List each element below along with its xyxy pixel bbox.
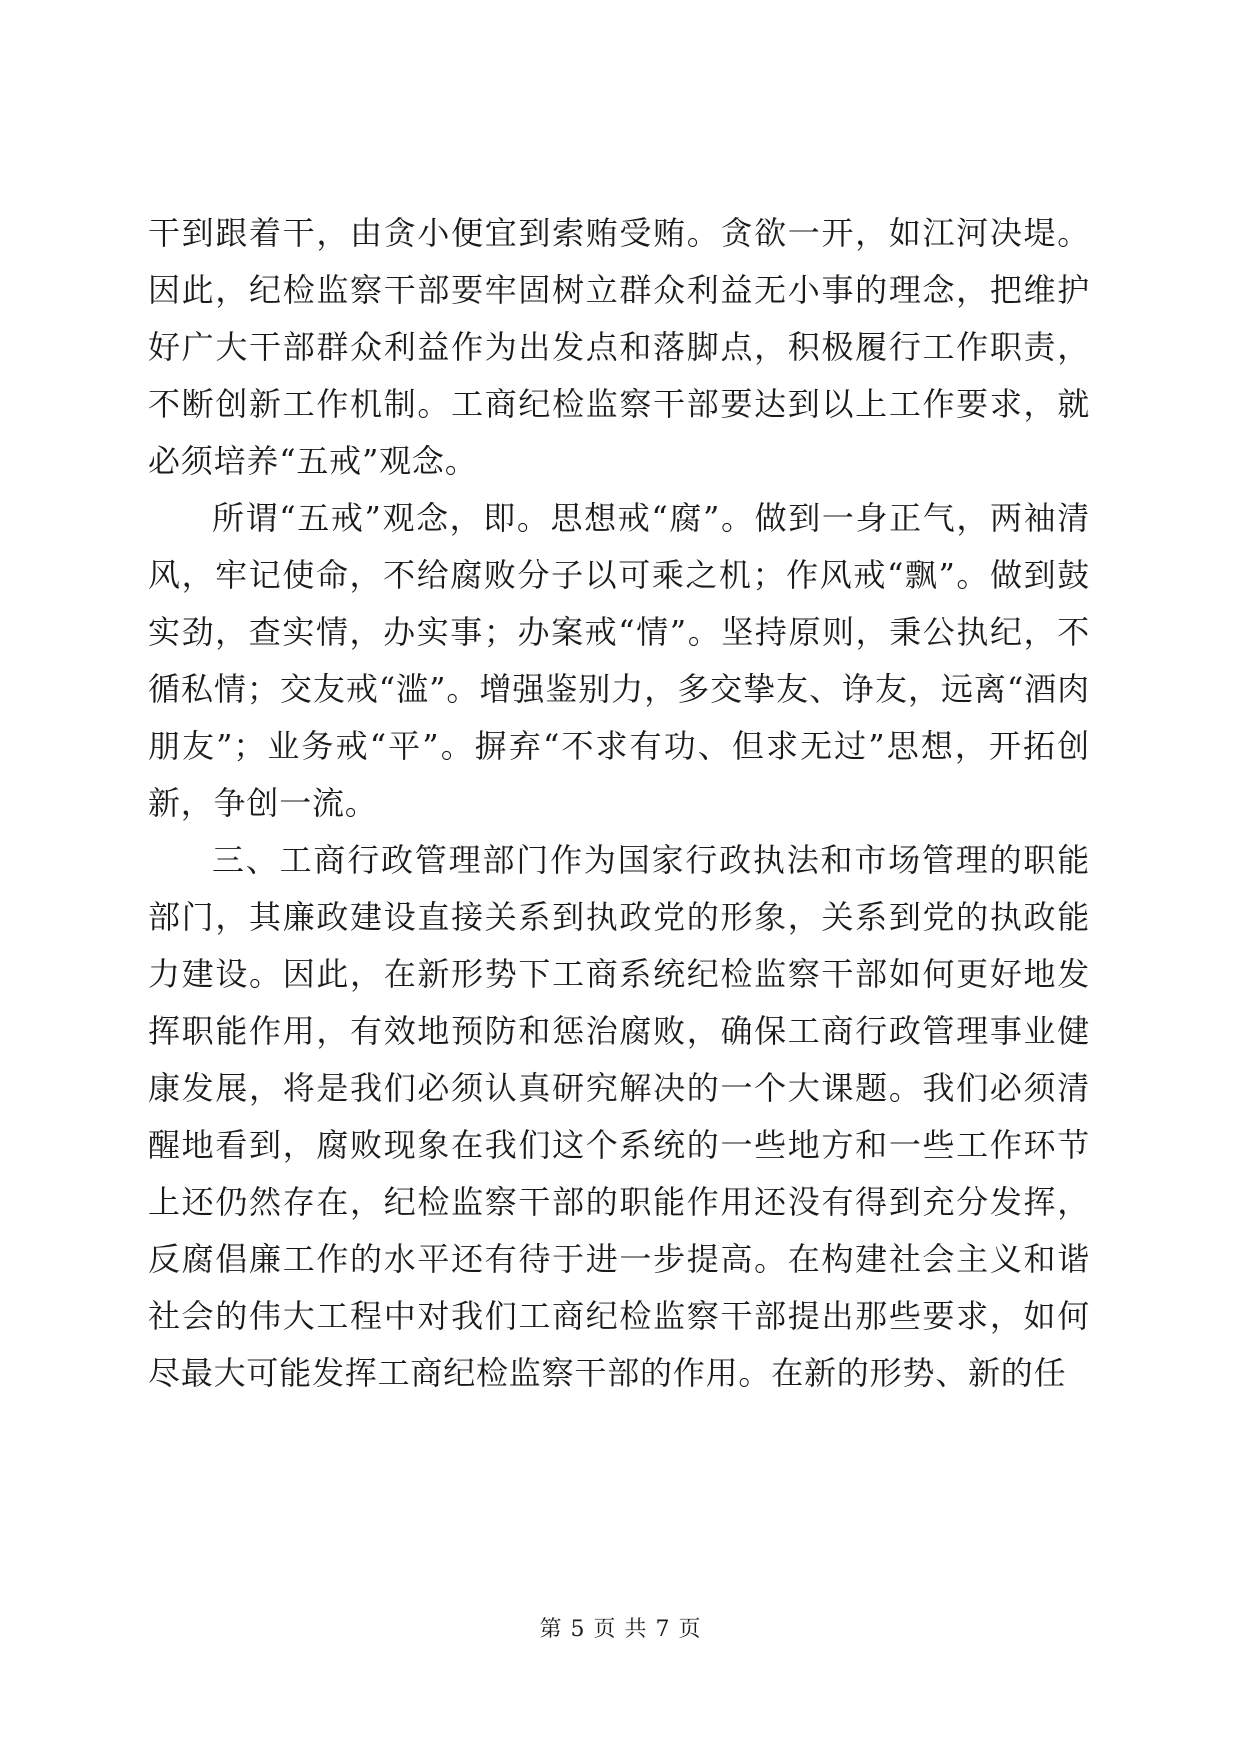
paragraph-3: 三、工商行政管理部门作为国家行政执法和市场管理的职能部门，其廉政建设直接关系到执政党的形象，关系到党的执政能力建设。因此，在新形势下工商系统纪检监察干部如何更好地发挥职能作用，有效地预防和惩治腐败，确保工商行政管理事业健康发展，将是我们必须认真研究解决的一个大课题。我们必须清醒地看到，腐败现象在我们这个系统的一些地方和一些工作环节上还仍然存在，纪检监察干部的职能作用还没有得到充分发挥，反腐倡廉工作的水平还有待于进一步提高。在构建社会主义和谐社会的伟大工程中对我们工商纪检监察干部提出那些要求，如何尽最大可能发挥工商纪检监察干部的作用。在新的形势、新的任 [148, 841, 1090, 1392]
page-number-footer: 第 5 页 共 7 页 [539, 1617, 702, 1642]
paragraph-2: 所谓“五戒”观念，即。思想戒“腐”。做到一身正气，两袖清风，牢记使命，不给腐败分子以可乘之机；作风戒“飘”。做到鼓实劲，查实情，办实事；办案戒“情”。坚持原则，秉公执纪，不循私情；交友戒“滥”。增强鉴别力，多交挚友、诤友，远离“酒肉朋友”；业务戒“平”。摒弃“不求有功、但求无过”思想，开拓创新，争创一流。 [148, 499, 1090, 822]
document-body [148, 205, 1090, 1402]
paragraph-1: 干到跟着干，由贪小便宜到索贿受贿。贪欲一开，如江河决堤。因此，纪检监察干部要牢固树立群众利益无小事的理念，把维护好广大干部群众利益作为出发点和落脚点，积极履行工作职责，不断创新工作机制。工商纪检监察干部要达到以上工作要求，就必须培养“五戒”观念。 [148, 214, 1090, 480]
